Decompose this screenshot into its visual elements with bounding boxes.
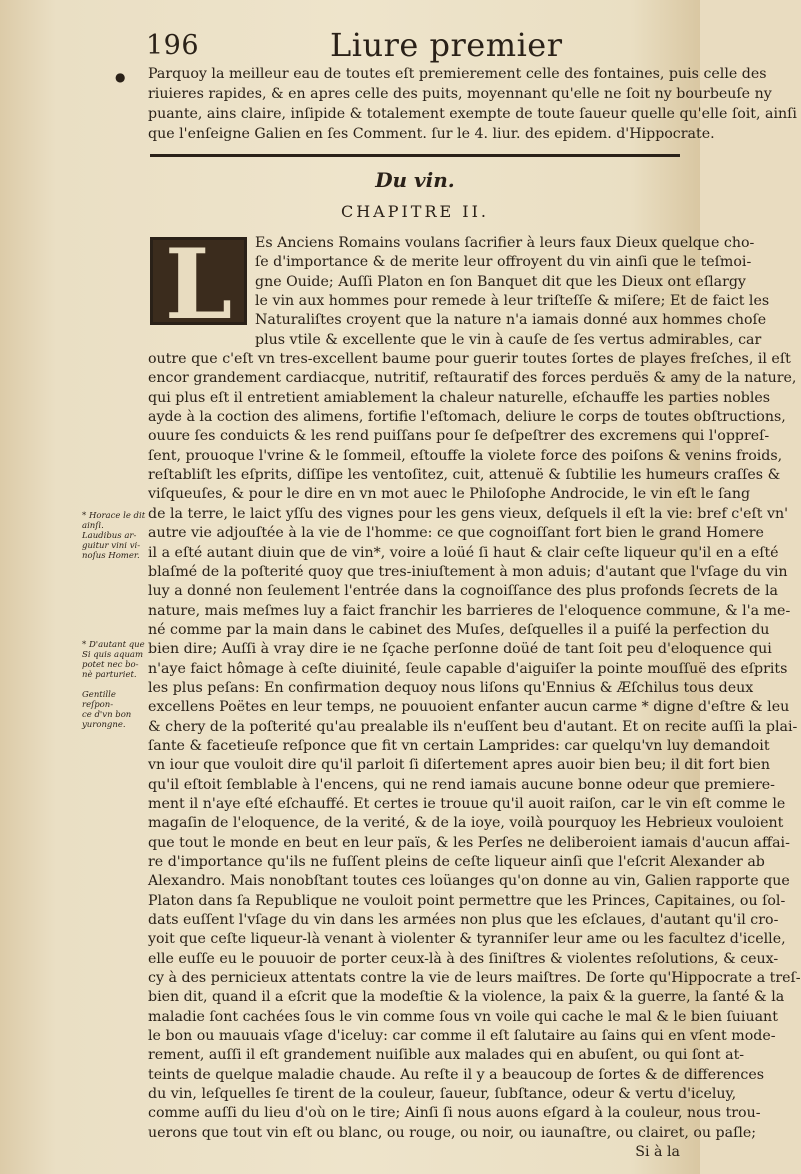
body-line: n'aye faict hômage à ceſte diuinité, ſeule capable d'aiguiſer la pointe mouſſuë des eſprits bbox=[148, 660, 788, 677]
chapter-body bbox=[148, 234, 801, 1163]
chapter-title: CHAPITRE II. bbox=[340, 202, 490, 221]
body-line: autre vie adjouſtée à la vie de l'homme: ce que cognoiſſant fort bien le grand Homere bbox=[148, 525, 764, 542]
margin-note-dautant bbox=[82, 640, 148, 680]
body-line: viſqueuſes, & pour le dire en vn mot auec le Philoſophe Androcide, le vin eſt le ſang bbox=[148, 486, 751, 503]
body-line: & chery de la poſterité qu'au prealable ils n'euſſent beu d'autant. Et on recite auſſi la plai- bbox=[148, 718, 798, 735]
margin-note-line: Laudibus ar- bbox=[82, 531, 137, 541]
body-line: reſtabliſt les eſprits, diſſipe les ventoſitez, cuit, attenuë & ſubtilie les humeurs craſſes & bbox=[148, 467, 781, 484]
section-title: Du vin. bbox=[375, 168, 455, 192]
body-line: gne Ouide; Auſſi Platon en ſon Banquet dit que les Dieux ont eſlargy bbox=[255, 273, 746, 290]
body-line: re d'importance qu'ils ne fuſſent pleins de ceſte liqueur ainſi que l'eſcrit Alexander ab bbox=[148, 854, 765, 870]
body-line: maladie ſont cachées ſous le vin comme ſous vn voile qui cache le mal & le bien ſuiuant bbox=[148, 1008, 778, 1025]
body-line: outre que c'eſt vn tres-excellent baume pour guerir toutes ſortes de playes freſches, il eſt bbox=[148, 351, 791, 368]
body-line: comme auſſi du lieu d'où on le tire; Ainſi ſi nous auons eſgard à la couleur, nous trou- bbox=[148, 1105, 761, 1122]
body-line: qu'il eſtoit ſemblable à l'encens, qui ne rend iamais aucune bonne odeur que premiere- bbox=[148, 776, 775, 793]
margin-note-line: noſus Homer. bbox=[82, 551, 140, 561]
body-line: dats euſſent l'vſage du vin dans les armées non plus que les eſclaues, d'autant qu'il cro- bbox=[148, 912, 779, 929]
body-line: de la terre, le laict yſſu des vignes pour les gens vieux, deſquels il eſt la vie: bref c'eſt vn' bbox=[148, 505, 789, 522]
body-line: blaſmé de la poſterité quoy que tres-iniuſtement à mon aduis; d'autant que l'vſage du vin bbox=[148, 563, 788, 580]
body-line: bien dire; Auſſi à vray dire ie ne ſçache perſonne doüé de tant ſoit peu d'eloquence qui bbox=[148, 641, 772, 658]
dropcap-letter: L bbox=[164, 228, 233, 341]
body-line: le vin aux hommes pour remede à leur triſteſſe & miſere; Et de faict les bbox=[255, 293, 770, 310]
margin-note-line: ainſi. bbox=[82, 521, 104, 531]
body-line: magaſin de l'eloquence, de la verité, & de la ioye, voilà pourquoy les Hebrieux vouloient bbox=[148, 815, 784, 832]
running-title: Liure premier bbox=[330, 26, 563, 64]
body-line: encor grandement cardiacque, nutritif, reſtauratif des forces perduës & amy de la nature, bbox=[148, 370, 797, 387]
margin-note-line: Si quis aquam bbox=[82, 650, 144, 660]
body-line: il a eſté autant diuin que de vin*, voire a loüé ſi haut & clair ceſte liqueur qu'il en a eſté bbox=[148, 544, 779, 561]
body-line: ſante & facetieuſe reſponce que fit vn certain Lamprides: car quelqu'vn luy demandoit bbox=[148, 737, 770, 754]
margin-note-yurongne bbox=[82, 690, 148, 730]
margin-note-line: yurongne. bbox=[82, 720, 126, 730]
body-line: Alexandro. Mais nonobſtant toutes ces loüanges qu'on donne au vin, Galien rapporte que bbox=[148, 873, 790, 890]
intro-line: Parquoy la meilleur eau de toutes eſt premierement celle des fontaines, puis celle des bbox=[148, 66, 767, 82]
margin-note-line: guitur vini vi- bbox=[82, 541, 141, 551]
body-line: rement, auſſi il eſt grandement nuiſible aux malades qui en abuſent, ou qui ſont at- bbox=[148, 1047, 745, 1064]
intro-line: riuieres rapides, & en apres celle des puits, moyennant qu'elle ne ſoit ny bourbeuſe ny bbox=[148, 86, 772, 102]
body-line: ſe d'importance & de merite leur offroyent du vin ainſi que le teſmoi- bbox=[255, 254, 752, 271]
body-line: ayde à la coction des alimens, fortifie l'eſtomach, deliure le corps de toutes obſtructions, bbox=[148, 409, 786, 426]
body-line: le bon ou mauuais vſage d'iceluy: car comme il eſt ſalutaire au ſains qui en vſent mode- bbox=[148, 1028, 776, 1045]
page-number: 196 bbox=[146, 30, 200, 61]
margin-note-line: * D'autant que bbox=[82, 640, 145, 650]
body-line: né comme par la main dans le cabinet des Muſes, deſquelles il a puiſé la perfection du bbox=[148, 621, 770, 638]
body-line: Platon dans ſa Republique ne vouloit point permettre que les Princes, Capitaines, ou ſol- bbox=[148, 892, 786, 909]
margin-note-line: nè parturiet. bbox=[82, 670, 137, 680]
body-line: Es Anciens Romains voulans ſacrifier à leurs faux Dieux quelque cho- bbox=[255, 235, 755, 251]
body-line: ment il n'aye eſté eſchauffé. Et certes ie trouue qu'il auoit raiſon, car le vin eſt comme le bbox=[148, 795, 786, 812]
margin-note-line: * Horace le dit bbox=[82, 511, 146, 521]
margin-note-horace bbox=[82, 511, 148, 561]
body-line: bien dit, quand il a eſcrit que la modeſtie & la violence, la paix & la guerre, la ſanté & la bbox=[148, 989, 785, 1006]
body-line: du vin, leſquelles ſe tirent de la couleur, ſaueur, ſubſtance, odeur & vertu d'iceluy, bbox=[148, 1086, 737, 1103]
body-line: ouure ſes conduicts & les rend puiſſans pour ſe deſpeſtrer des excremens qui l'oppreſ- bbox=[148, 428, 770, 445]
body-line: qui plus eſt il entretient amiablement la chaleur naturelle, eſchauffe les parties nobles bbox=[148, 389, 771, 406]
body-line: elle euſſe eu le pouuoir de porter ceux-là à des ſiniſtres & violentes reſolutions, & ceux- bbox=[148, 950, 779, 967]
body-line: uerons que tout vin eſt ou blanc, ou rouge, ou noir, ou iaunaſtre, ou clairet, ou paſle; bbox=[148, 1124, 757, 1141]
margin-note-line: Gentille reſpon- bbox=[82, 690, 116, 710]
body-line: teints de quelque maladie chaude. Au reſte il y a beaucoup de ſortes & de differences bbox=[148, 1066, 765, 1083]
bullet-icon: ● bbox=[115, 70, 126, 84]
intro-line: puante, ains claire, inſipide & totalement exempte de toute ſaueur quelle qu'elle ſoit, ainſi bbox=[148, 106, 797, 122]
body-line: vn iour que vouloit dire qu'il parloit ſi diſertement apres auoir bien beu; il dit fort bien bbox=[148, 757, 771, 774]
body-line: Si à la bbox=[635, 1144, 680, 1161]
body-line: luy a donné non ſeulement l'entrée dans la cognoiſſance des plus profonds ſecrets de la bbox=[148, 583, 778, 600]
section-divider bbox=[150, 154, 680, 157]
intro-paragraph bbox=[148, 64, 797, 144]
margin-note-line: ce d'vn bon bbox=[82, 710, 132, 720]
body-line: Naturaliſtes croyent que la nature n'a iamais donné aux hommes choſe bbox=[255, 312, 767, 329]
body-line: yoit que ceſte liqueur-là venant à violenter & tyranniſer leur ame ou les facultez d'icelle, bbox=[148, 931, 786, 948]
intro-line: que l'enſeigne Galien en ſes Comment. ſur le 4. liur. des epidem. d'Hippocrate. bbox=[148, 126, 715, 142]
body-line: plus vtile & excellente que le vin à cauſe de ſes vertus admirables, car bbox=[255, 331, 762, 348]
body-line: les plus peſans: En confirmation dequoy nous liſons qu'Ennius & Æſchilus tous deux bbox=[148, 679, 754, 696]
margin-note-line: potet nec bo- bbox=[82, 660, 139, 670]
body-line: cy à des pernicieux attentats contre la vie de leurs maiſtres. De ſorte qu'Hippocrate a treſ- bbox=[148, 970, 801, 987]
body-line: ſent, prouoque l'vrine & le ſommeil, eſtouffe la violete force des poiſons & venins froids, bbox=[148, 447, 783, 464]
body-line: excellens Poëtes en leur temps, ne pouuoient enfanter aucun carme * digne d'eſtre & leu bbox=[148, 699, 790, 716]
body-line: nature, mais meſmes luy a faict franchir les barrieres de l'eloquence commune, & l'a me- bbox=[148, 602, 791, 619]
body-line: que tout le monde en beut en leur païs, & les Perſes ne deliberoient iamais d'aucun affai- bbox=[148, 834, 790, 851]
